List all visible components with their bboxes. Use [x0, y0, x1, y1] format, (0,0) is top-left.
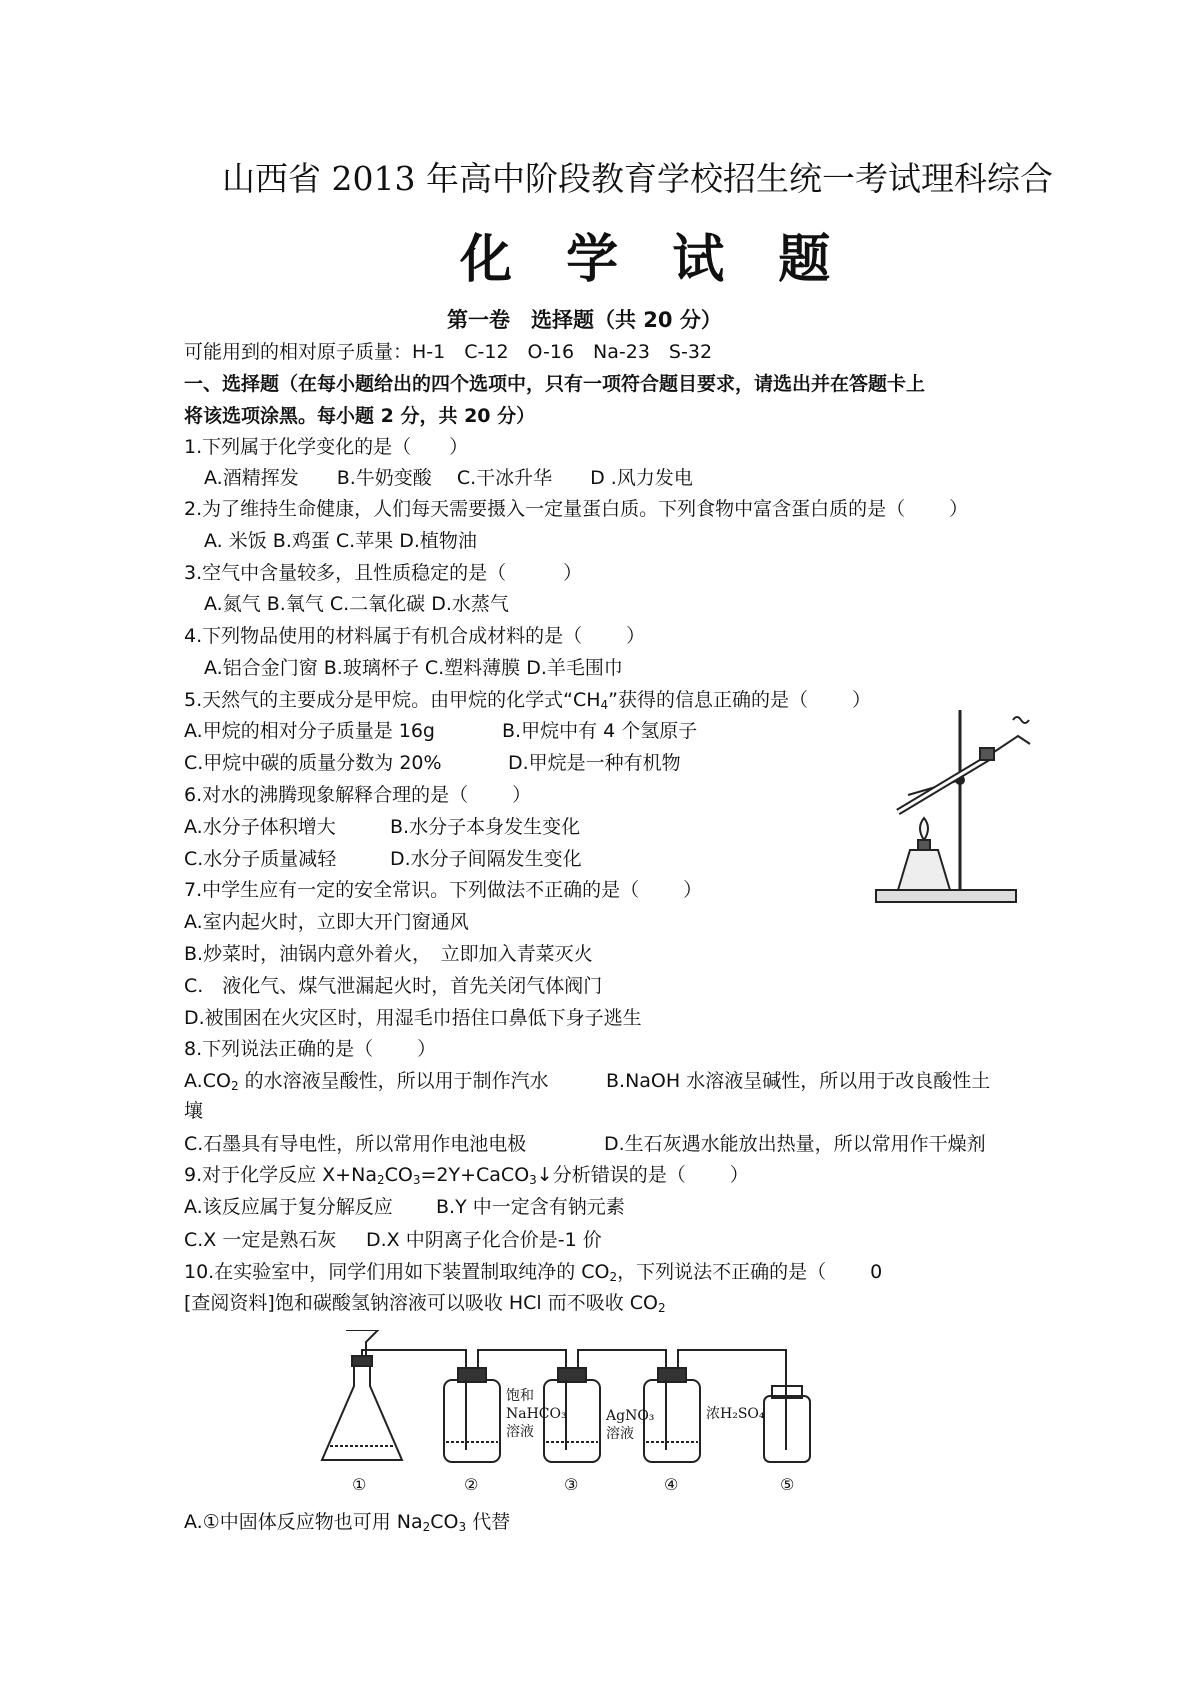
q2-options: A. 米饭 B.鸡蛋 C.苹果 D.植物油: [204, 530, 477, 552]
q9-option-b: B.Y 中一定含有钠元素: [436, 1196, 625, 1218]
q8-option-d: D.生石灰遇水能放出热量，所以常用作干燥剂: [604, 1133, 986, 1155]
q5-option-d: D.甲烷是一种有机物: [508, 752, 681, 774]
subject-title: 化 学 试 题: [460, 229, 849, 290]
q6-option-b: B.水分子本身发生变化: [390, 816, 581, 838]
bottle2-label-2: NaHCO₃: [506, 1406, 567, 1422]
bottle2-label-1: 饱和: [506, 1388, 534, 1404]
q8-option-b-continued: 壤: [184, 1100, 204, 1122]
q10-note: [查阅资料]饱和碳酸氢钠溶液可以吸收 HCl 而不吸收 $CO_2$: [184, 1292, 666, 1315]
q7-stem: 7.中学生应有一定的安全常识。下列做法不正确的是（ ）: [184, 879, 703, 901]
q9-option-a: A.该反应属于复分解反应: [184, 1196, 393, 1218]
q8-option-a: $A.CO_2$ 的水溶液呈酸性，所以用于制作汽水: [184, 1070, 549, 1093]
exam-title: 山西省 2013 年高中阶段教育学校招生统一考试理科综合: [222, 159, 1053, 198]
q7-option-a: A.室内起火时，立即大开门窗通风: [184, 911, 469, 933]
instructions-line1: 一、选择题（在每小题给出的四个选项中，只有一项符合题目要求，请选出并在答题卡上: [184, 373, 926, 395]
q7-option-d: D.被围困在火灾区时，用湿毛巾捂住口鼻低下身子逃生: [184, 1007, 642, 1029]
q10-option-a: A.①中固体反应物也可用 $Na_2CO_3$ 代替: [184, 1511, 511, 1534]
q4-options: A.铝合金门窗 B.玻璃杯子 C.塑料薄膜 D.羊毛围巾: [204, 657, 623, 679]
q6-option-a: A.水分子体积增大: [184, 816, 336, 838]
q10-stem: 10.在实验室中，同学们用如下装置制取纯净的 $CO_2$，下列说法不正确的是（ 0: [184, 1261, 883, 1284]
bottle3-label-1: AgNO₃: [606, 1408, 655, 1424]
atomic-masses: 可能用到的相对原子质量：H-1 C-12 O-16 Na-23 S-32: [184, 341, 713, 363]
q6-option-d: D.水分子间隔发生变化: [390, 848, 582, 870]
apparatus-number-5: ⑤: [780, 1475, 795, 1494]
q9-option-c: C.X 一定是熟石灰: [184, 1229, 337, 1251]
q3-stem: 3.空气中含量较多，且性质稳定的是（ ）: [184, 562, 583, 584]
q5-option-b: B.甲烷中有 4 个氢原子: [502, 720, 698, 742]
q9-stem: 9.对于化学反应 $X+Na_2CO_3=2Y+CaCO_3↓$分析错误的是（ ）: [184, 1164, 749, 1187]
instructions-line2: 将该选项涂黑。每小题 2 分，共 20 分）: [184, 405, 536, 427]
bottle3-label-2: 溶液: [606, 1426, 634, 1442]
q3-options: A.氮气 B.氧气 C.二氧化碳 D.水蒸气: [204, 593, 509, 615]
apparatus-number-4: ④: [664, 1475, 679, 1494]
q4-stem: 4.下列物品使用的材料属于有机合成材料的是（ ）: [184, 625, 646, 647]
q6-stem: 6.对水的沸腾现象解释合理的是（ ）: [184, 784, 532, 806]
heating-apparatus-figure: [868, 700, 1038, 908]
q9-option-d: D.X 中阴离子化合价是-1 价: [366, 1229, 602, 1251]
q8-option-c: C.石墨具有导电性，所以常用作电池电极: [184, 1133, 527, 1155]
q7-option-b: B.炒菜时，油锅内意外着火， 立即加入青菜灭火: [184, 943, 593, 965]
q5-option-a: A.甲烷的相对分子质量是 16g: [184, 720, 435, 742]
q2-stem: 2.为了维持生命健康，人们每天需要摄入一定量蛋白质。下列食物中富含蛋白质的是（ ）: [184, 498, 969, 520]
q7-option-c: C. 液化气、煤气泄漏起火时，首先关闭气体阀门: [184, 975, 603, 997]
q1-options: A.酒精挥发 B.牛奶变酸 C.干冰升华 D .风力发电: [204, 467, 693, 489]
q8-option-b: B.NaOH 水溶液呈碱性，所以用于改良酸性土: [606, 1070, 991, 1092]
gas-apparatus-figure: [318, 1330, 878, 1500]
q8-stem: 8.下列说法正确的是（ ）: [184, 1038, 437, 1060]
apparatus-number-1: ①: [352, 1475, 367, 1494]
section-title: 第一卷 选择题（共 20 分）: [447, 308, 722, 332]
q5-stem: 5.天然气的主要成分是甲烷。由甲烷的化学式“$CH_4$”获得的信息正确的是（ ）: [184, 689, 872, 712]
bottle4-label: 浓H₂SO₄: [706, 1406, 765, 1422]
apparatus-number-2: ②: [464, 1475, 479, 1494]
q5-option-c: C.甲烷中碳的质量分数为 20%: [184, 752, 442, 774]
apparatus-number-3: ③: [564, 1475, 579, 1494]
q1-stem: 1.下列属于化学变化的是（ ）: [184, 436, 469, 458]
q6-option-c: C.水分子质量减轻: [184, 848, 337, 870]
bottle2-label-3: 溶液: [506, 1424, 534, 1440]
